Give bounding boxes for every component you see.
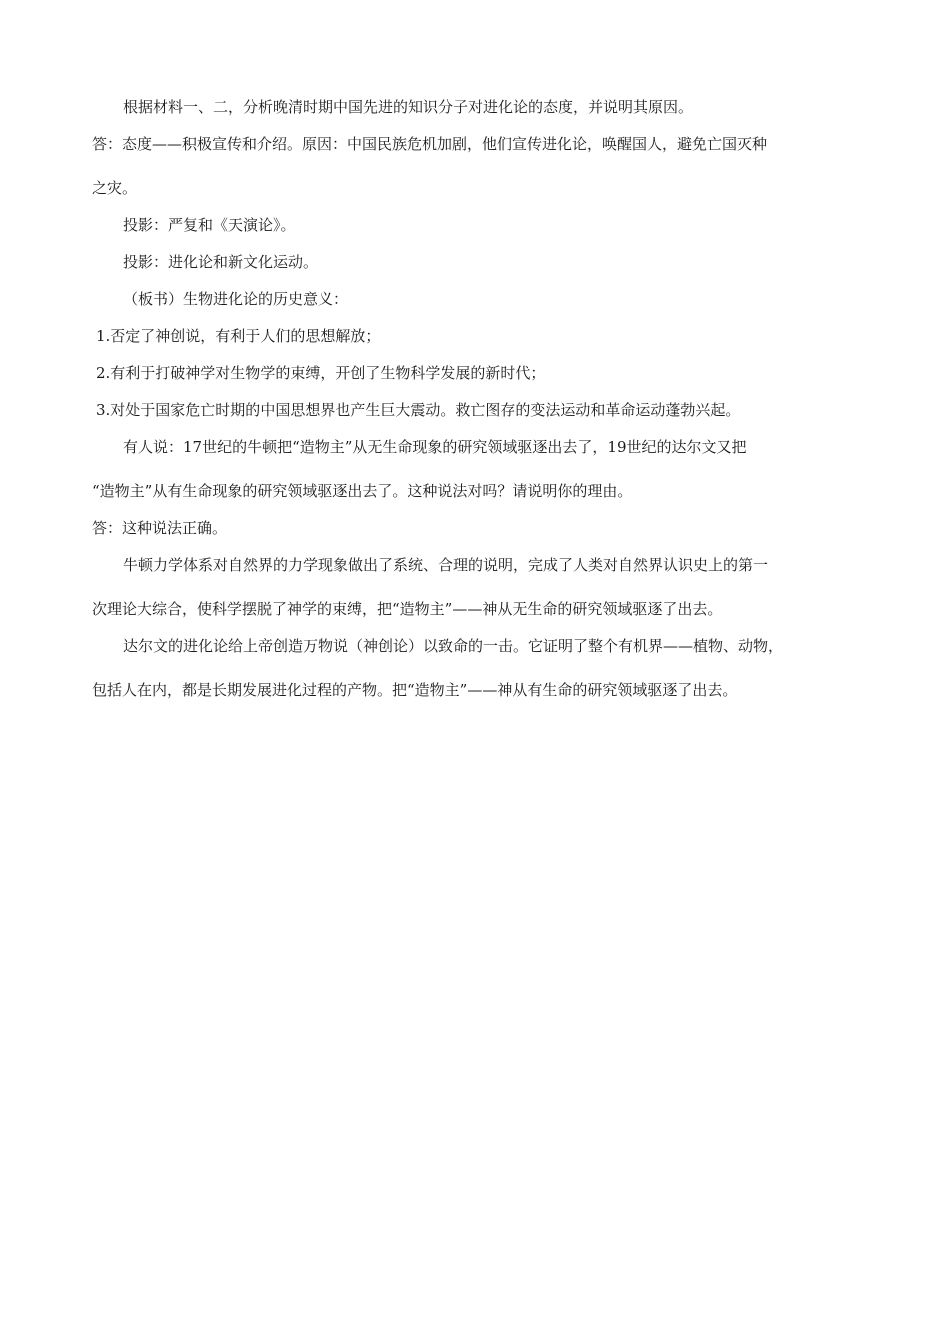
darwin-paragraph-line-1: 达尔文的进化论给上帝创造万物说（神创论）以致命的一击。它证明了整个有机界——植物、动物， [123,637,784,655]
question-line-1: 有人说：17世纪的牛顿把“造物主”从无生命现象的研究领域驱逐出去了，19世纪的达尔文又把 [123,438,747,456]
newton-paragraph-line-2: 次理论大综合，使科学摆脱了神学的束缚，把“造物主”——神从无生命的研究领域驱逐了出去。 [92,600,723,618]
answer-statement: 答：这种说法正确。 [92,519,228,537]
significance-item-2: 2.有利于打破神学对生物学的束缚，开创了生物科学发展的新时代； [96,364,546,382]
answer-line-2: 之灾。 [92,179,138,197]
darwin-paragraph-line-2: 包括人在内，都是长期发展进化过程的产物。把“造物主”——神从有生命的研究领域驱逐了出去。 [92,681,738,699]
question-paragraph: 根据材料一、二，分析晚清时期中国先进的知识分子对进化论的态度，并说明其原因。 [123,98,694,116]
answer-line-1: 答：态度——积极宣传和介绍。原因：中国民族危机加剧，他们宣传进化论，唤醒国人，避免亡国灭种 [92,135,768,153]
board-heading: （板书）生物进化论的历史意义： [123,290,349,308]
projection-new-culture: 投影：进化论和新文化运动。 [123,253,319,271]
significance-item-3: 3.对处于国家危亡时期的中国思想界也产生巨大震动。救亡图存的变法运动和革命运动蓬勃兴起。 [96,401,741,419]
newton-paragraph-line-1: 牛顿力学体系对自然界的力学现象做出了系统、合理的说明，完成了人类对自然界认识史上的第一 [123,556,769,574]
question-line-2: “造物主”从有生命现象的研究领域驱逐出去了。这种说法对吗？请说明你的理由。 [92,482,633,500]
projection-yanfu: 投影：严复和《天演论》。 [123,216,296,234]
significance-item-1: 1.否定了神创说，有利于人们的思想解放； [96,327,381,345]
